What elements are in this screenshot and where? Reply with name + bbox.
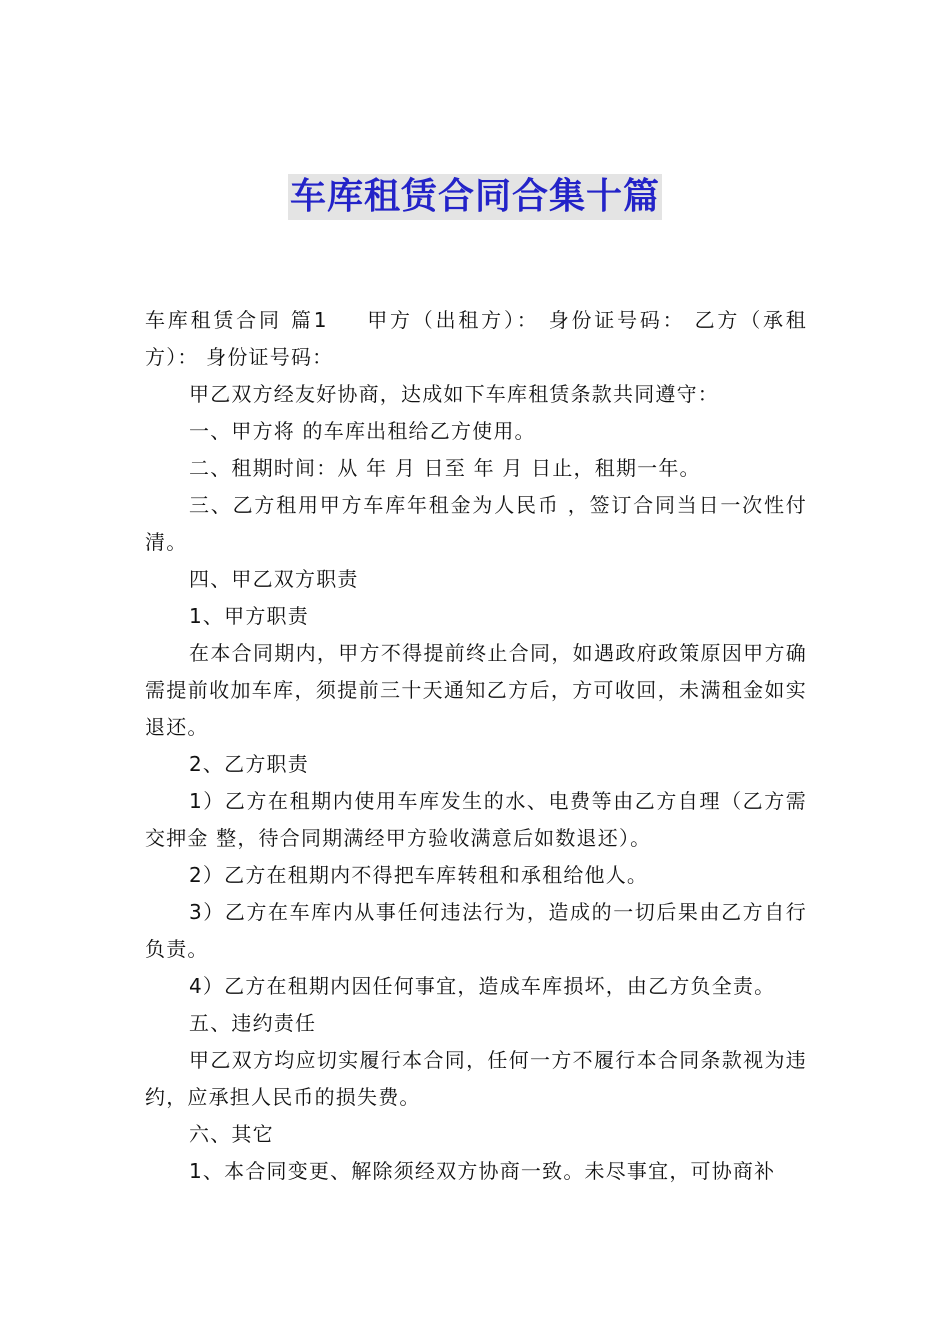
document-title: 车库租赁合同合集十篇 (288, 174, 662, 220)
clause-1: 一、甲方将 的车库出租给乙方使用。 (189, 419, 536, 443)
clause-5-text: 甲乙双方均应切实履行本合同，任何一方不履行本合同条款视为违约，应承担人民币的损失费。 (145, 1048, 807, 1109)
title-container (0, 174, 950, 220)
party-b-duty-1: 1）乙方在租期内使用车库发生的水、电费等由乙方自理（乙方需交押金 整，待合同期满经甲方验收满意后如数退还）。 (145, 789, 807, 850)
party-a-duties-text: 在本合同期内，甲方不得提前终止合同，如遇政府政策原因甲方确需提前收加车库，须提前三十天通知乙方后，方可收回，未满租金如实退还。 (145, 641, 807, 739)
party-b-duty-3: 3）乙方在车库内从事任何违法行为，造成的一切后果由乙方自行负责。 (145, 900, 807, 961)
party-b-duties-heading: 2、乙方职责 (189, 752, 309, 776)
clause-5-heading: 五、违约责任 (189, 1011, 317, 1035)
party-b-duty-2: 2）乙方在租期内不得把车库转租和承租给他人。 (189, 863, 649, 887)
contract-heading: 车库租赁合同 篇1 (145, 308, 328, 332)
clause-6-item-1: 1、本合同变更、解除须经双方协商一致。未尽事宜，可协商补 (189, 1159, 776, 1183)
first-line (145, 302, 807, 376)
clause-2: 二、租期时间：从 年 月 日至 年 月 日止，租期一年。 (189, 456, 701, 480)
party-a-duties-heading: 1、甲方职责 (189, 604, 309, 628)
parties-line: 甲方（出租方）： 身份证号码： 乙方（承租方）： 身份证号码： (145, 308, 807, 369)
paragraph-agreement-intro: 甲乙双方经友好协商，达成如下车库租赁条款共同遵守： (189, 382, 719, 406)
clause-4-heading: 四、甲乙双方职责 (189, 567, 359, 591)
party-b-duty-4: 4）乙方在租期内因任何事宜，造成车库损坏，由乙方负全责。 (189, 974, 776, 998)
clause-3: 三、乙方租用甲方车库年租金为人民币 ，签订合同当日一次性付清。 (145, 493, 807, 554)
clause-6-heading: 六、其它 (189, 1122, 274, 1146)
document-body (145, 302, 807, 1190)
